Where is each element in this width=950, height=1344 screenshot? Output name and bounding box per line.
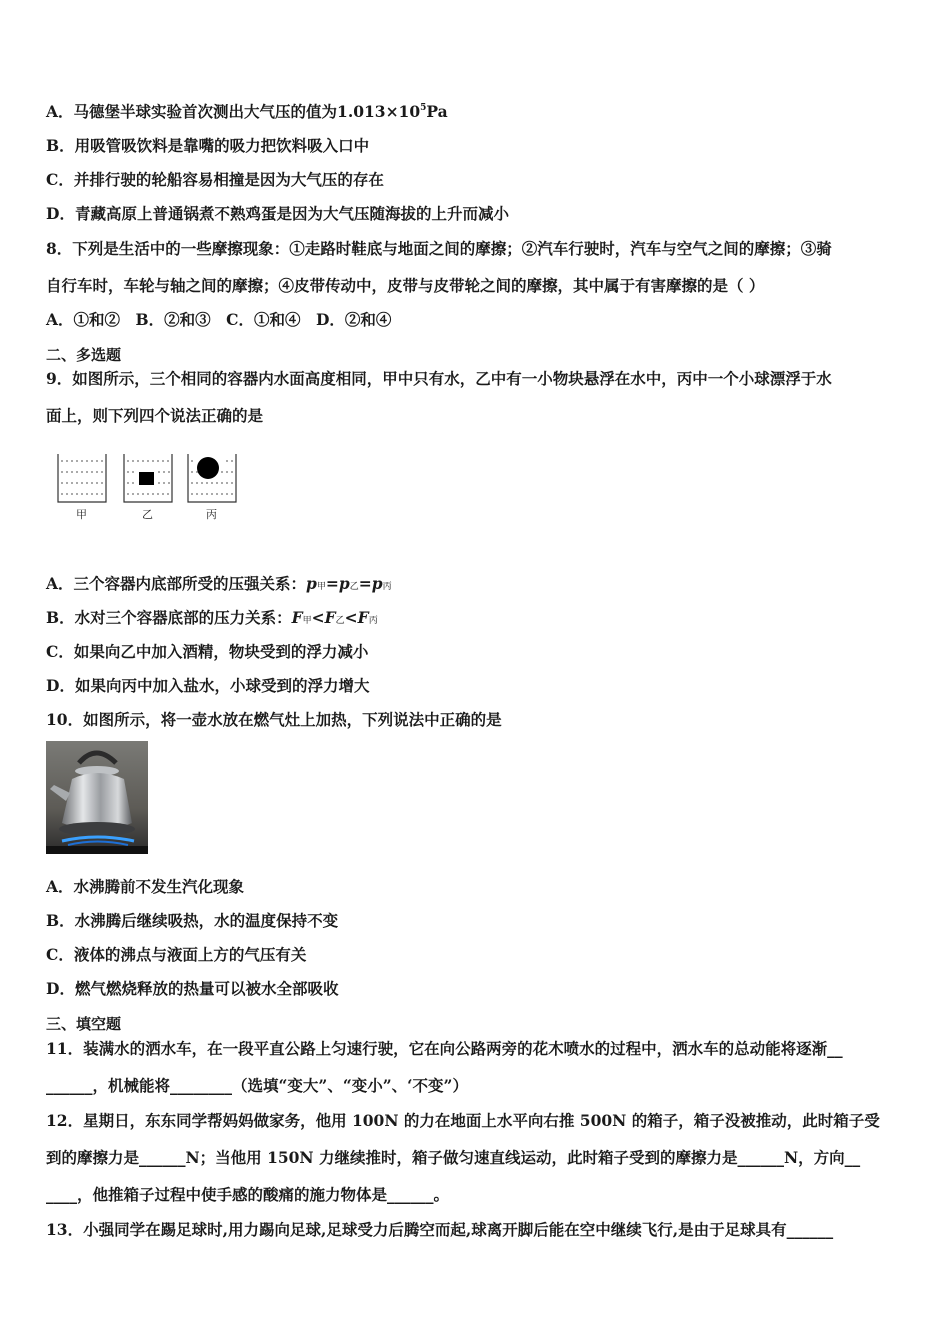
q7-option-d: D．青藏高原上普通锅煮不熟鸡蛋是因为大气压随海拔的上升而减小 xyxy=(46,204,509,223)
q10-option-a: A．水沸腾前不发生汽化现象 xyxy=(46,877,245,896)
q10-option-d: D．燃气燃烧释放的热量可以被水全部吸收 xyxy=(46,979,339,998)
three-containers-figure xyxy=(54,450,244,525)
q12-stem-line1: 12．星期日，东东同学帮妈妈做家务，他用 100N 的力在地面上水平向右推 500N 的箱子，箱子没被推动，此时箱子受 xyxy=(46,1111,880,1130)
q10-option-b: B．水沸腾后继续吸热，水的温度保持不变 xyxy=(46,911,339,930)
label-yi: 乙 xyxy=(142,508,153,521)
label-jia: 甲 xyxy=(76,508,87,521)
q9-stem-line2: 面上，则下列四个说法正确的是 xyxy=(46,406,264,425)
q8-stem-line2: 自行车时，车轮与轴之间的摩擦；④皮带传动中，皮带与皮带轮之间的摩擦，其中属于有害摩擦的是（ ） xyxy=(46,276,765,295)
q9-option-b: B．水对三个容器底部的压力关系：F甲<F乙<F丙 xyxy=(46,608,378,627)
q9-option-a: A．三个容器内底部所受的压强关系：p甲=p乙=p丙 xyxy=(46,574,392,593)
q11-stem-line1: 11．装满水的洒水车，在一段平直公路上匀速行驶，它在向公路两旁的花木喷水的过程中，洒水车的总动能将逐渐__ xyxy=(46,1039,843,1058)
q12-stem-line3: ____，他推箱子过程中使手感的酸痛的施力物体是______。 xyxy=(46,1185,450,1204)
q9-option-d: D．如果向丙中加入盐水，小球受到的浮力增大 xyxy=(46,676,370,695)
q12-stem-line2: 到的摩擦力是______N；当他用 150N 力继续推时，箱子做匀速直线运动，此时箱子受到的摩擦力是______N，方向__ xyxy=(46,1148,861,1167)
q9-option-c: C．如果向乙中加入酒精，物块受到的浮力减小 xyxy=(46,642,369,661)
q9-stem-line1: 9．如图所示，三个相同的容器内水面高度相同，甲中只有水，乙中有一小物块悬浮在水中，丙中一个小球漂浮于水 xyxy=(46,369,832,388)
q8-stem-line1: 8．下列是生活中的一些摩擦现象：①走路时鞋底与地面之间的摩擦；②汽车行驶时，汽车与空气之间的摩擦；③骑 xyxy=(46,239,832,258)
floating-ball xyxy=(197,457,219,479)
q7-option-b: B．用吸管吸饮料是靠嘴的吸力把饮料吸入口中 xyxy=(46,136,370,155)
section-heading-fill-in: 三、填空题 xyxy=(46,1015,122,1033)
section-heading-multiple-choice: 二、多选题 xyxy=(46,346,122,364)
q8-options: A．①和② B．②和③ C．①和④ D．②和④ xyxy=(46,310,392,329)
kettle-on-stove-photo xyxy=(46,741,148,854)
q11-stem-line2: ______，机械能将________（选填“变大”、“变小”、‘不变”） xyxy=(46,1076,468,1095)
q13-stem-line1: 13．小强同学在踢足球时,用力踢向足球,足球受力后腾空而起,球离开脚后能在空中继续飞行,是由于足球具有______ xyxy=(46,1220,834,1239)
q7-option-c: C．并排行驶的轮船容易相撞是因为大气压的存在 xyxy=(46,170,384,189)
q10-option-c: C．液体的沸点与液面上方的气压有关 xyxy=(46,945,307,964)
q7-option-a: A．马德堡半球实验首次测出大气压的值为$1.013\times 10^5Pa$ xyxy=(46,102,448,121)
label-bing: 丙 xyxy=(206,508,217,521)
suspended-block xyxy=(139,472,154,485)
q10-stem: 10．如图所示，将一壶水放在燃气灶上加热，下列说法中正确的是 xyxy=(46,710,502,729)
